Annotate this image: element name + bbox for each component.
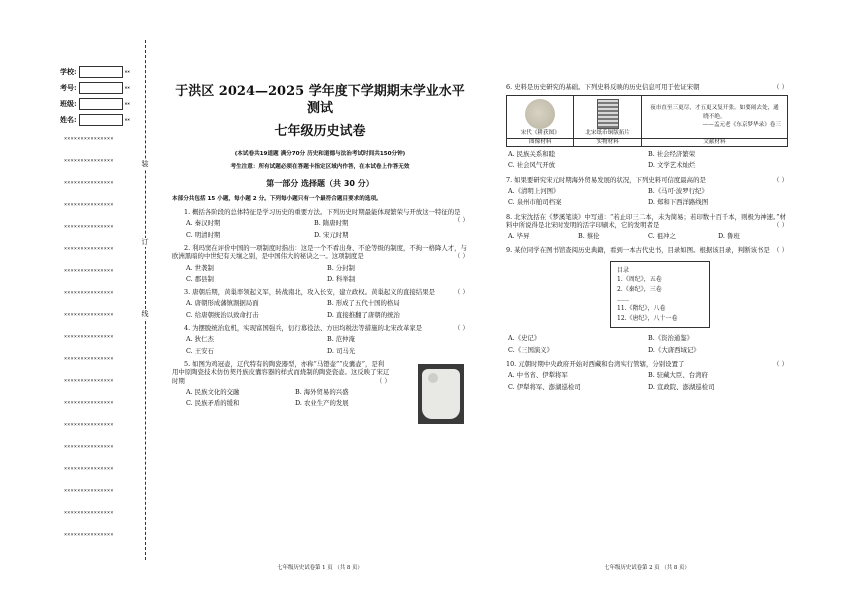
option-c: C. 民族矛盾的缓和 — [186, 399, 240, 408]
x-mark: ×× — [124, 69, 131, 75]
option-d: D. 宋元时期 — [314, 230, 349, 239]
question-10-options — [508, 371, 788, 391]
question-text: 2. 利玛窦在评价中国的一项制度时指出：这是一个不看出身、不论等级的制度，不拘一格降人才，与欧洲黑暗的中世纪有天壤之别，是中国伟大的秘诀之一。这项制度是 — [172, 243, 467, 261]
answer-paren: （ ） — [454, 324, 469, 333]
cockscomb-pot-image — [418, 364, 464, 424]
option-b: B. 社会经济繁荣 — [648, 149, 696, 158]
contents-item: 2.《秦纪》，三卷 — [617, 286, 662, 293]
x-row: ××××××××××××××× — [64, 378, 114, 384]
name-input-box[interactable] — [79, 114, 123, 126]
option-a: A.《史记》 — [508, 334, 541, 343]
option-c: C. 王安石 — [186, 346, 214, 355]
option-b: B.《马可·波罗行纪》 — [648, 186, 708, 195]
exam-subject-title: 七年级历史试卷 — [274, 123, 366, 139]
school-field — [60, 66, 135, 78]
option-a: A. 世袭制 — [186, 263, 214, 272]
answer-paren: （ ） — [454, 288, 469, 297]
question-9-options — [508, 334, 788, 354]
table-header: 实物材料 — [574, 138, 641, 146]
school-input-box[interactable] — [79, 66, 123, 78]
question-10 — [506, 360, 788, 368]
question-8-options — [508, 232, 788, 240]
question-7-options — [508, 187, 788, 207]
option-b: B. 范仲淹 — [327, 335, 355, 344]
exam-number-field — [60, 82, 135, 94]
x-mark: ×× — [124, 85, 131, 91]
x-mark: ×× — [124, 101, 131, 107]
school-label: 学校: — [60, 67, 77, 77]
x-row: ××××××××××××××× — [64, 158, 114, 164]
class-label: 班级: — [60, 99, 77, 109]
option-d: D. 宣政院、澎湖巡检司 — [648, 382, 715, 391]
question-6-options — [508, 150, 788, 170]
contents-item: 12.《唐纪》，八十一卷 — [617, 314, 678, 322]
binding-dashed-line — [145, 40, 146, 560]
question-2 — [172, 244, 468, 261]
option-b: B. 蔡伦 — [578, 232, 600, 241]
contents-title: 目录 — [617, 266, 630, 274]
x-row: ××××××××××××××× — [64, 246, 114, 252]
question-5-block — [172, 360, 468, 408]
option-b: B. 驻藏大臣、台湾府 — [648, 371, 708, 380]
answer-paren: （ ） — [454, 252, 469, 261]
question-4 — [172, 324, 468, 332]
image-caption: 北宋纸币铜版拓片 — [585, 130, 631, 137]
option-a: A. 民族关系和睦 — [508, 149, 556, 158]
x-row: ××××××××××××××× — [64, 268, 114, 274]
option-d: D. 文学艺术灿烂 — [648, 161, 696, 170]
option-c: C. 祖冲之 — [648, 232, 676, 241]
cut-word-ding: 订 — [141, 238, 149, 246]
option-a: A. 唐朝形成藩镇割据局面 — [186, 299, 259, 308]
exam-number-input-box[interactable] — [79, 82, 123, 94]
part-description: 本部分共包括 15 小题，每小题 2 分。下列每小题只有一个最符合题目要求的选项。 — [172, 195, 382, 202]
x-row: ××××××××××××××× — [64, 488, 114, 494]
x-row: ××××××××××××××× — [64, 400, 114, 406]
answer-paren: （ ） — [773, 360, 788, 369]
answer-paren: （ ） — [773, 83, 788, 91]
question-7 — [506, 176, 788, 184]
question-9 — [506, 246, 788, 254]
option-d: D.《大唐西域记》 — [648, 345, 700, 354]
x-row: ××××××××××××××× — [64, 356, 114, 362]
option-a: A. 民族文化的交融 — [186, 388, 240, 397]
option-c: C. 郡县制 — [186, 274, 214, 283]
table-header: 文献材料 — [641, 138, 787, 146]
option-b: B. 隋唐时期 — [314, 219, 349, 228]
option-c: C. 明清时期 — [186, 230, 221, 239]
option-d: D. 鲁班 — [718, 232, 740, 241]
exam-meta: (本试卷共19道题 满分70分 历史和道德与法治考试时间共150分钟) — [234, 150, 406, 157]
quote-text: 夜市直至三更尽，才五更又复开张。如要闹去处，通晓不绝。 — [650, 105, 779, 120]
image-material-cell — [507, 96, 574, 138]
x-row: ××××××××××××××× — [64, 180, 114, 186]
option-c: C.《三国演义》 — [508, 345, 554, 354]
object-material-cell — [574, 96, 641, 138]
question-8 — [506, 213, 788, 230]
contents-item: 1.《周纪》，五卷 — [617, 276, 662, 284]
question-text: 4. 为摆脱统治危机，实现富国强兵，衍行募役法、方田均税法等措施的北宋改革家是 — [184, 324, 423, 333]
option-d: D. 农业生产的发展 — [295, 399, 349, 408]
name-field — [60, 114, 135, 126]
class-input-box[interactable] — [79, 98, 123, 110]
question-text: 10. 元朝时期中央政府开始对西藏和台湾实行管辖，分别设置了 — [506, 360, 685, 369]
part-title: 第一部分 选择题（共 30 分） — [266, 179, 374, 189]
table-header: 图像材料 — [507, 138, 574, 146]
option-d: D. 司马光 — [327, 346, 356, 355]
x-row: ××××××××××××××× — [64, 422, 114, 428]
name-label: 姓名: — [60, 115, 77, 125]
book-contents-box — [610, 261, 710, 329]
farming-painting-image — [525, 99, 555, 129]
option-a: A. 毕昇 — [508, 232, 530, 241]
class-field — [60, 98, 135, 110]
source-material-table — [506, 95, 788, 147]
pot-spout — [428, 373, 438, 383]
paper-money-rubbing-image — [597, 99, 619, 129]
answer-paren: （ ） — [773, 220, 788, 229]
exam-notice: 考生注意：所有试题必须在答题卡指定区域内作答，在本试卷上作答无效 — [230, 163, 410, 170]
x-row: ××××××××××××××× — [64, 334, 114, 340]
quote-source: ——孟元老《东京梦华录》卷三 — [702, 122, 781, 129]
x-row: ××××××××××××××× — [64, 290, 114, 296]
x-row: ××××××××××××××× — [64, 136, 114, 142]
option-a: A. 秦汉时期 — [186, 219, 221, 228]
question-3 — [172, 288, 468, 296]
pot-body — [422, 369, 460, 419]
option-c: C. 给唐朝统治以致命打击 — [186, 310, 259, 319]
image-caption: 宋代《耕获图》 — [520, 130, 560, 137]
exam-page-1 — [172, 80, 468, 580]
question-2-options — [186, 264, 468, 284]
option-b: B. 分封制 — [327, 263, 355, 272]
option-c: C. 社会风气开放 — [508, 161, 556, 170]
question-5-options — [186, 388, 404, 408]
x-row: ××××××××××××××× — [64, 532, 114, 538]
question-1-options — [186, 219, 442, 239]
answer-paren: （ ） — [376, 376, 391, 385]
question-text: 9. 某位同学在图书馆查阅历史典籍，看到一本古代史书，目录如图。根据该目录，判断该书是 — [506, 246, 770, 255]
question-3-options — [186, 299, 468, 319]
question-text: 7. 如果要研究宋元时期海外贸易发展的状况，下列史料可信度最高的是 — [506, 175, 706, 184]
binding-margin — [0, 0, 150, 608]
x-row: ××××××××××××××× — [64, 444, 114, 450]
question-text: 1. 概括各阶段的总体特征是学习历史的重要方法。下列历史时期最能体现繁荣与开放这一特征的是 — [184, 207, 461, 216]
contents-item: 11.《隋纪》，八卷 — [617, 305, 666, 313]
x-mark: ×× — [124, 117, 131, 123]
exam-number-label: 考号: — [60, 83, 77, 93]
option-b: B. 形成了五代十国的格局 — [327, 299, 400, 308]
question-6 — [506, 83, 788, 91]
option-b: B. 海外贸易的兴盛 — [295, 388, 349, 397]
cut-word-xian: 线 — [141, 310, 149, 318]
x-row: ××××××××××××××× — [64, 312, 114, 318]
document-material-cell — [641, 96, 787, 138]
exam-page-2 — [506, 80, 788, 580]
question-text: 6. 史料是历史研究的基础。下列史料反映的历史信息可用于佐证宋朝 — [506, 83, 700, 91]
answer-paren: （ ） — [773, 246, 788, 255]
question-5 — [172, 360, 390, 385]
option-d: D. 郑和下西洋路线图 — [648, 198, 709, 207]
x-row: ××××××××××××××× — [64, 224, 114, 230]
question-text: 3. 唐朝后期，黄巢率领起义军，转战南北，攻入长安，建立政权。黄巢起义的直接结果是 — [184, 288, 435, 297]
option-a: A. 中书省、伊犁将军 — [508, 371, 568, 380]
x-row: ××××××××××××××× — [64, 202, 114, 208]
option-a: A.《清明上河图》 — [508, 186, 560, 195]
option-d: D. 科举制 — [327, 274, 356, 283]
question-text: 5. 如图为鸡冠壶，辽代特有的陶瓷器型，亦称“马镫壶”“皮囊壶”，是利用中原陶瓷技术仿仿契丹族皮囊容器的样式而烧制的陶瓷瓷壶。这反映了宋辽时期 — [172, 360, 390, 385]
option-c: C. 泉州市舶司档案 — [508, 198, 562, 207]
x-row: ××××××××××××××× — [64, 510, 114, 516]
cut-word-zhuang: 装 — [141, 160, 149, 168]
question-4-options — [186, 335, 468, 355]
option-a: A. 狄仁杰 — [186, 335, 214, 344]
option-c: C. 伊犁将军、澎湖巡检司 — [508, 382, 581, 391]
x-row: ××××××××××××××× — [64, 466, 114, 472]
page-footer: 七年级历史试卷第 2 页 （共 8 页） — [604, 564, 690, 571]
answer-paren: （ ） — [454, 216, 469, 225]
option-d: D. 直接推翻了唐朝的统治 — [327, 310, 400, 319]
question-text: 8. 北宋沈括在《梦溪笔谈》中写道：“若止印三二本，未为简易；若印数十百千本，则极为神速。”材料中所说得是北宋时发明的活字印刷术，它的发明者是 — [506, 212, 786, 229]
exam-title: 于洪区 2024—2025 学年度下学期期末学业水平测试 — [175, 84, 465, 116]
option-b: B.《资治通鉴》 — [648, 334, 694, 343]
page-footer: 七年级历史试卷第 1 页 （共 8 页） — [277, 564, 363, 571]
contents-item: …… — [617, 295, 629, 303]
answer-paren: （ ） — [773, 175, 788, 184]
